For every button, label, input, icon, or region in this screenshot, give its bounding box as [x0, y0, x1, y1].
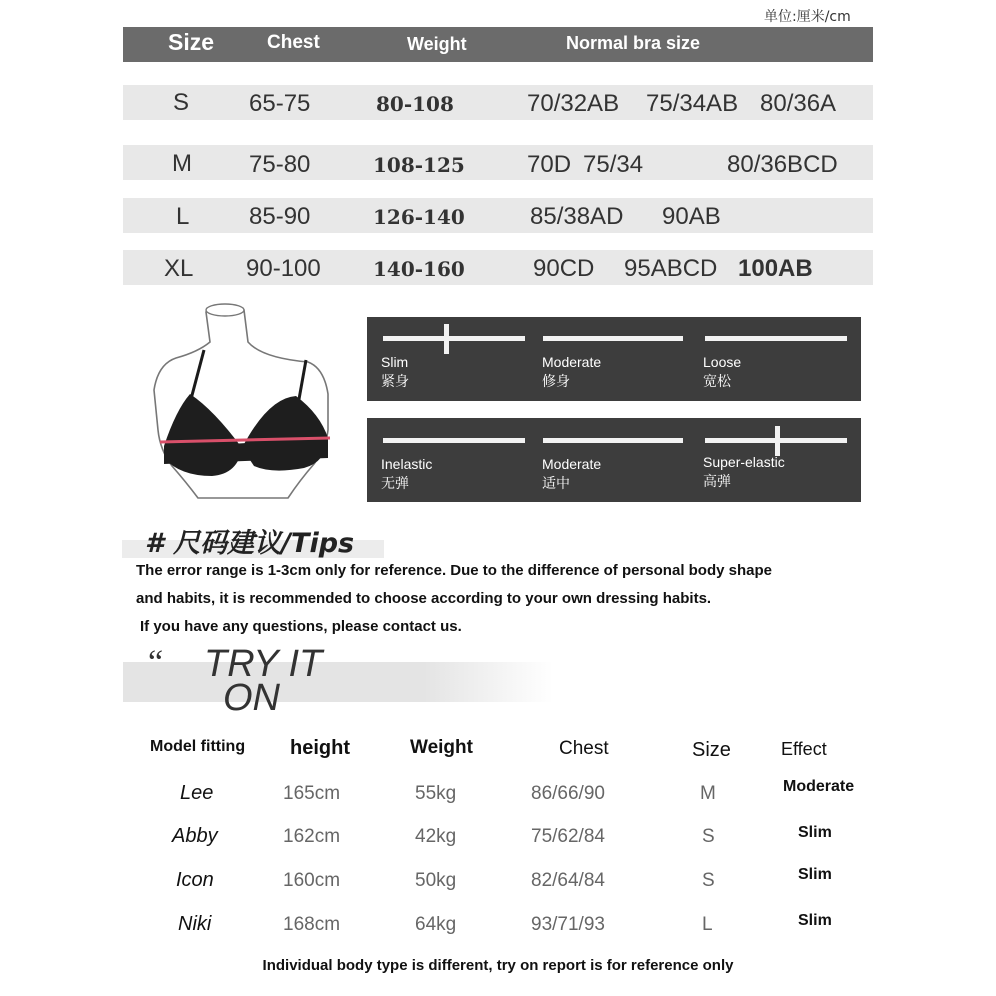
row-bra-size: 95ABCD — [624, 255, 718, 282]
model-name: Abby — [172, 825, 218, 847]
model-size: L — [702, 914, 713, 935]
elastic-label-en: Super-elastic — [703, 454, 785, 470]
try-it-on-title: TRY IT — [204, 643, 323, 685]
elastic-scale-box — [367, 418, 861, 502]
row-bra-size: 70/32AB — [527, 90, 620, 117]
model-chest: 86/66/90 — [531, 783, 605, 804]
elastic-scale-marker — [775, 426, 780, 456]
model-weight: 42kg — [415, 826, 457, 847]
model-height: 165cm — [283, 783, 341, 804]
elastic-label-moderate — [542, 455, 601, 493]
model-name: Icon — [176, 869, 214, 891]
fit-scale-marker — [444, 324, 449, 354]
elastic-label-inelastic — [381, 455, 432, 493]
header-bra-size: Normal bra size — [566, 33, 701, 53]
try-it-on-fade — [423, 662, 553, 702]
fit-scale-box — [367, 317, 861, 401]
fit-label-en: Moderate — [542, 354, 602, 370]
model-header-height: height — [290, 737, 350, 759]
row-size: L — [176, 203, 190, 230]
model-chest: 75/62/84 — [531, 826, 605, 847]
tips-line: If you have any questions, please contact us. — [140, 618, 462, 635]
footer-note: Individual body type is different, try on report is for reference only — [262, 957, 734, 974]
mannequin-illustration — [128, 298, 340, 520]
elastic-label-en: Moderate — [542, 456, 602, 472]
row-chest: 65-75 — [249, 90, 311, 117]
fit-label-slim — [381, 353, 409, 391]
fit-label-zh: 紧身 — [381, 373, 409, 389]
elastic-label-super — [703, 453, 785, 491]
size-table-header-bar — [123, 27, 873, 62]
try-it-on-title-line2: ON — [223, 677, 280, 719]
model-size: S — [702, 826, 715, 847]
model-weight: 55kg — [415, 783, 457, 804]
row-chest: 90-100 — [246, 255, 321, 282]
elastic-scale-track — [383, 438, 525, 443]
model-weight: 64kg — [415, 914, 457, 935]
elastic-label-zh: 无弹 — [381, 475, 409, 491]
fit-scale-track — [383, 336, 525, 341]
row-bra-size: 90CD — [533, 255, 595, 282]
row-bra-size: 100AB — [738, 255, 813, 282]
model-effect: Slim — [798, 866, 832, 883]
row-chest: 85-90 — [249, 203, 311, 230]
elastic-label-zh: 高弹 — [703, 473, 731, 489]
model-height: 160cm — [283, 870, 341, 891]
model-header-fitting: Model fitting — [150, 738, 246, 755]
model-name: Lee — [180, 782, 214, 804]
fit-scale-track — [543, 336, 683, 341]
row-bra-size: 70D — [527, 151, 572, 178]
model-height: 162cm — [283, 826, 341, 847]
row-bra-size: 75/34AB — [646, 90, 739, 117]
row-bra-size: 85/38AD — [530, 203, 624, 230]
model-effect: Slim — [798, 824, 832, 841]
model-size: M — [700, 783, 716, 804]
model-size: S — [702, 870, 715, 891]
header-weight: Weight — [407, 34, 467, 54]
fit-label-en: Slim — [381, 354, 409, 370]
tips-line: and habits, it is recommended to choose according to your own dressing habits. — [136, 590, 712, 607]
model-effect: Slim — [798, 912, 832, 929]
row-weight: 108-125 — [373, 153, 465, 177]
model-effect: Moderate — [783, 778, 855, 795]
size-row-bar — [123, 198, 873, 233]
fit-label-zh: 宽松 — [703, 373, 731, 389]
row-bra-size: 80/36BCD — [727, 151, 838, 178]
elastic-label-zh: 适中 — [542, 475, 570, 491]
quote-mark: “ — [148, 644, 164, 681]
elastic-label-en: Inelastic — [381, 456, 433, 472]
header-chest: Chest — [267, 32, 320, 53]
elastic-scale-track — [543, 438, 683, 443]
model-chest: 93/71/93 — [531, 914, 605, 935]
tips-title: # 尺码建议/Tips — [145, 528, 355, 559]
model-header-size: Size — [692, 739, 731, 761]
row-weight: 126-140 — [373, 205, 465, 229]
row-chest: 75-80 — [249, 151, 311, 178]
fit-label-loose — [703, 353, 741, 391]
unit-label: 单位:厘米/cm — [764, 9, 851, 25]
model-chest: 82/64/84 — [531, 870, 605, 891]
row-bra-size: 80/36A — [760, 90, 837, 117]
model-header-weight: Weight — [410, 737, 473, 758]
row-size: S — [173, 89, 190, 116]
row-weight: 80-108 — [376, 92, 454, 116]
fit-label-moderate — [542, 353, 601, 391]
row-size: XL — [164, 255, 194, 282]
model-header-effect: Effect — [781, 739, 827, 759]
model-name: Niki — [178, 913, 212, 935]
header-size: Size — [168, 29, 215, 55]
fit-label-en: Loose — [703, 354, 742, 370]
model-height: 168cm — [283, 914, 341, 935]
row-size: M — [172, 150, 192, 177]
tips-line: The error range is 1-3cm only for reference. Due to the difference of personal body shape — [136, 562, 772, 579]
fit-label-zh: 修身 — [542, 373, 570, 389]
row-bra-size: 90AB — [662, 203, 721, 230]
fit-scale-track — [705, 336, 847, 341]
model-header-chest: Chest — [559, 738, 609, 759]
row-weight: 140-160 — [373, 257, 465, 281]
model-weight: 50kg — [415, 870, 457, 891]
row-bra-size: 75/34 — [583, 151, 644, 178]
